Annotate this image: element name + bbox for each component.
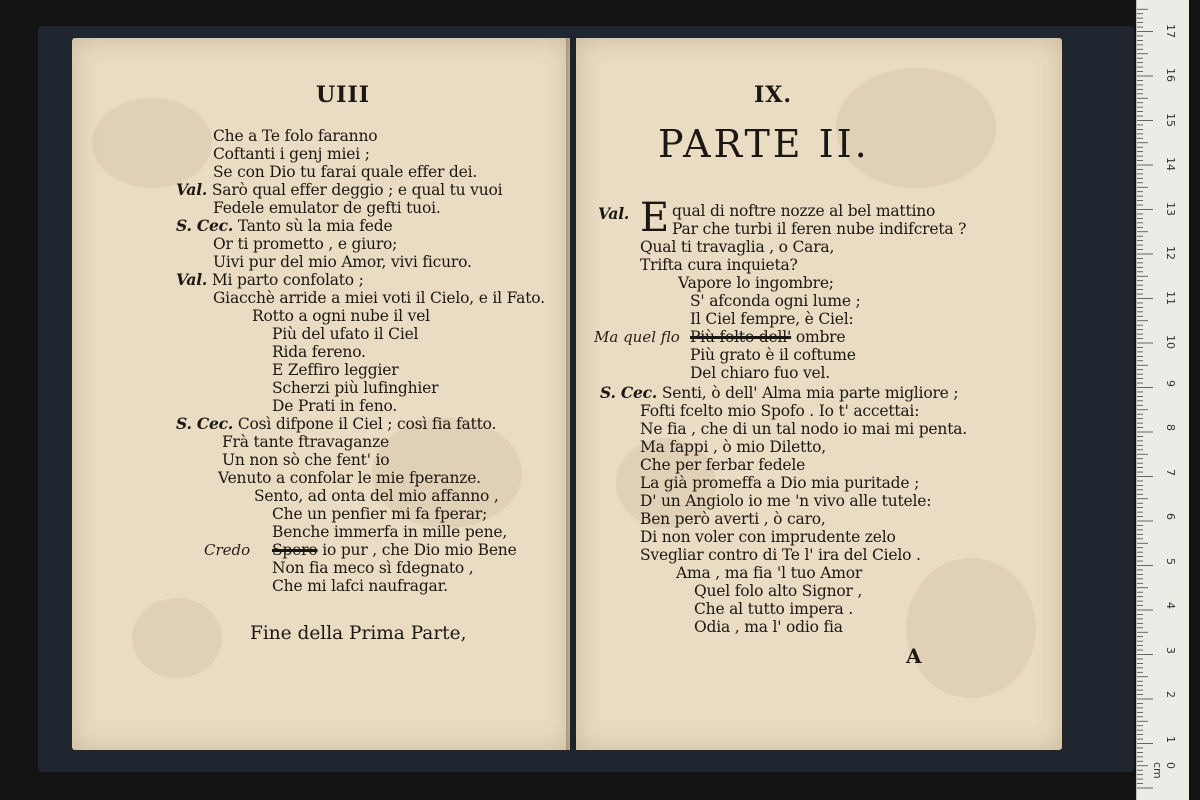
text-line: S. Cec. Così difpone il Ciel ; così fia fatto. (176, 414, 497, 433)
text-line: S. Cec. Tanto sù la mia fede (176, 216, 393, 235)
text-line: Coftanti i genj miei ; (213, 145, 370, 163)
text-line: Uivi pur del mio Amor, vivi ficuro. (213, 253, 472, 271)
ruler-label: 13 (1164, 201, 1177, 216)
speaker-label: Val. (176, 180, 208, 199)
measuring-ruler (1136, 0, 1189, 800)
text-line: Giacchè arride a miei voti il Cielo, e il Fato. (213, 289, 545, 307)
text-line: Più grato è il coftume (690, 346, 856, 364)
ruler-label: 11 (1164, 290, 1177, 305)
text-line: Venuto a confolar le mie fperanze. (218, 469, 481, 487)
text-line: Fedele emulator de gefti tuoi. (213, 199, 441, 217)
speaker-label: Val. (176, 270, 208, 289)
text-line: Non fia meco sì fdegnato , (272, 559, 474, 577)
text-line: Rida fereno. (272, 343, 366, 361)
part-title: PARTE II. (658, 122, 870, 166)
text-line: Sento, ad onta del mio affanno , (254, 487, 499, 505)
text-line: Ben però averti , ò caro, (640, 510, 826, 528)
text-line: Fofti fcelto mio Spofo . Io t' accettai: (640, 402, 920, 420)
ruler-label: 16 (1164, 68, 1177, 82)
ruler-label: 14 (1164, 157, 1177, 171)
text-line: Vapore lo ingombre; (678, 274, 834, 292)
left-folio: UIII (316, 82, 371, 108)
signature-mark: A (906, 644, 922, 668)
speaker-label: S. Cec. (176, 216, 234, 235)
text-line: qual di noftre nozze al bel mattino (672, 202, 936, 220)
text-line: La già promeffa a Dio mia puritade ; (640, 474, 920, 492)
text-line: Di non voler con imprudente zelo (640, 528, 896, 546)
speaker-label: S. Cec. (600, 383, 658, 402)
text-line: Che un penfier mi fa fperar; (272, 505, 488, 523)
ruler-label: 15 (1164, 112, 1177, 127)
right-page (576, 38, 1062, 750)
handwritten-margin-note: Credo (204, 541, 251, 559)
text-line: Svegliar contro di Te l' ira del Cielo . (640, 546, 921, 564)
ruler-label: 3 (1164, 646, 1177, 654)
text-line: Or ti prometto , e giuro; (213, 235, 398, 253)
drop-cap: E (640, 195, 670, 241)
ruler-label: 6 (1164, 513, 1177, 520)
text-line: Che per ferbar fedele (640, 456, 806, 474)
end-of-part-line: Fine della Prima Parte, (250, 623, 467, 644)
text-line: Il Ciel fempre, è Ciel: (690, 310, 854, 328)
text-line: Rotto a ogni nube il vel (252, 307, 430, 325)
text-line: Del chiaro fuo vel. (690, 364, 831, 382)
handwritten-margin-note: Ma quel flo (594, 328, 680, 346)
text-line: Ama , ma fia 'l tuo Amor (676, 564, 863, 582)
text-line: Val. Mi parto confolato ; (176, 270, 364, 289)
text-line: S. Cec. Senti, ò dell' Alma mia parte migliore ; (600, 383, 959, 402)
text-line: Par che turbi il feren nube indifcreta ? (672, 220, 967, 238)
text-line: Scherzi più lufinghier (272, 379, 439, 397)
text-line: Quel folo alto Signor , (694, 582, 863, 600)
right-folio: IX. (754, 82, 793, 108)
text-line: E Zeffiro leggier (272, 361, 399, 379)
text-line: D' un Angiolo io me 'n vivo alle tutele: (640, 492, 932, 510)
ruler-label: 17 (1164, 23, 1177, 38)
text-line: Qual ti travaglia , o Cara, (640, 238, 835, 256)
text-line: Un non sò che fent' io (222, 451, 390, 469)
text-line: De Prati in feno. (272, 397, 398, 415)
text-line: Che al tutto impera . (694, 600, 854, 618)
text-line: Odia , ma l' odio fia (694, 618, 843, 636)
ruler-label: 4 (1164, 602, 1177, 609)
speaker-label: Val. (598, 204, 630, 223)
text-line: Più del ufato il Ciel (272, 325, 419, 343)
ruler-label: 7 (1164, 468, 1177, 476)
text-line: Frà tante ftravaganze (222, 433, 390, 451)
ruler-label: 12 (1164, 246, 1177, 260)
ruler-ticks (1137, 0, 1189, 800)
ruler-label: 10 (1164, 335, 1177, 349)
ruler-label: 5 (1164, 557, 1177, 565)
text-line: Più folto dell' ombre (690, 328, 846, 346)
ruler-label: 9 (1164, 379, 1177, 387)
text-line: Ne fia , che di un tal nodo io mai mi penta. (640, 420, 967, 438)
struck-text: Più folto dell' (690, 328, 792, 346)
text-line: S' afconda ogni lume ; (690, 292, 861, 310)
ruler-label: 2 (1164, 691, 1177, 698)
struck-word: Spero (272, 541, 318, 559)
text-line: Trifta cura inquieta? (640, 256, 798, 274)
text-line: Ma fappi , ò mio Diletto, (640, 438, 827, 456)
text-line: Val. Sarò qual effer deggio ; e qual tu vuoi (176, 180, 503, 199)
text-line: Che mi lafci naufragar. (272, 577, 448, 595)
ruler-label: 8 (1164, 424, 1177, 431)
ruler-label: 0 cm (1151, 762, 1177, 779)
text-line (598, 205, 629, 223)
text-line: Spero io pur , che Dio mio Bene (272, 541, 517, 559)
ruler-label: 1 (1164, 735, 1177, 743)
text-line: Benche immerfa in mille pene, (272, 523, 508, 541)
text-line: Che a Te folo faranno (213, 127, 378, 145)
left-page (72, 38, 570, 750)
text-line: Se con Dio tu farai quale effer dei. (213, 163, 478, 181)
speaker-label: S. Cec. (176, 414, 234, 433)
